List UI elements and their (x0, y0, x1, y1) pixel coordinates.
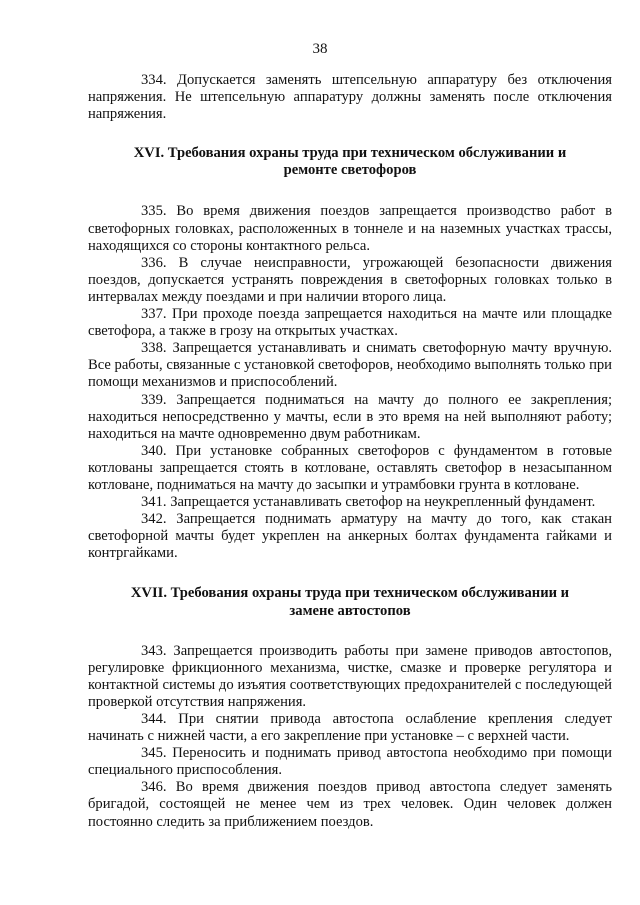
page-content (88, 72, 612, 831)
paragraph-334: 334. Допускается заменять штепсельную аппаратуру без отключения напряжения. Не штепсельную аппаратуру должны заменять после отключения напряжения. (88, 72, 612, 123)
section-heading-xvii: XVII. Требования охраны труда при техническом обслуживании и замене автостопов (130, 585, 570, 619)
paragraph-339: 339. Запрещается подниматься на мачту до полного ее закрепления; находиться непосредственно у мачты, если в это время на ней выполняют работу; находиться на мачте одновременно двум работникам. (88, 391, 612, 442)
paragraph-342: 342. Запрещается поднимать арматуру на мачту до того, как стакан светофорной мачты будет укреплен на анкерных болтах фундамента гайками и контргайками. (88, 511, 612, 562)
paragraph-335: 335. Во время движения поездов запрещается производство работ в светофорных головках, расположенных в тоннеле и на наземных участках трассы, находящихся со стороны контактного рельса. (88, 203, 612, 254)
paragraph-337: 337. При проходе поезда запрещается находиться на мачте или площадке светофора, а также в грозу на открытых участках. (88, 306, 612, 340)
paragraph-340: 340. При установке собранных светофоров с фундаментом в готовые котлованы запрещается стоять в котловане, оставлять светофор в незасыпанном котловане, подниматься на мачту до засыпки и утрамбовки грунта в котловане. (88, 442, 612, 493)
paragraph-346: 346. Во время движения поездов привод автостопа следует заменять бригадой, состоящей не менее чем из трех человек. Один человек должен постоянно следить за приближением поездов. (88, 779, 612, 830)
page-number: 38 (312, 41, 328, 57)
paragraph-341: 341. Запрещается устанавливать светофор на неукрепленный фундамент. (141, 494, 596, 511)
paragraph-344: 344. При снятии привода автостопа ослабление крепления следует начинать с нижней части, а его закрепление при установке – с верхней части. (88, 711, 612, 745)
paragraph-343: 343. Запрещается производить работы при замене приводов автостопов, регулировке фрикционного механизма, чистке, смазке и проверке регулятора и контактной системы до изъятия соответствующих предохранителей с последующей проверкой отсутствия напряжения. (88, 642, 612, 710)
paragraph-338: 338. Запрещается устанавливать и снимать светофорную мачту вручную. Все работы, связанные с установкой светофоров, необходимо выполнять только при помощи механизмов и приспособлений. (88, 340, 612, 391)
section-heading-xvi: XVI. Требования охраны труда при техническом обслуживании и ремонте светофоров (133, 145, 567, 179)
paragraph-336: 336. В случае неисправности, угрожающей безопасности движения поездов, допускается устранять повреждения в светофорных головках только в интервалах между поездами и при наличии второго лица. (88, 254, 612, 305)
paragraph-345: 345. Переносить и поднимать привод автостопа необходимо при помощи специального приспособления. (88, 745, 612, 779)
